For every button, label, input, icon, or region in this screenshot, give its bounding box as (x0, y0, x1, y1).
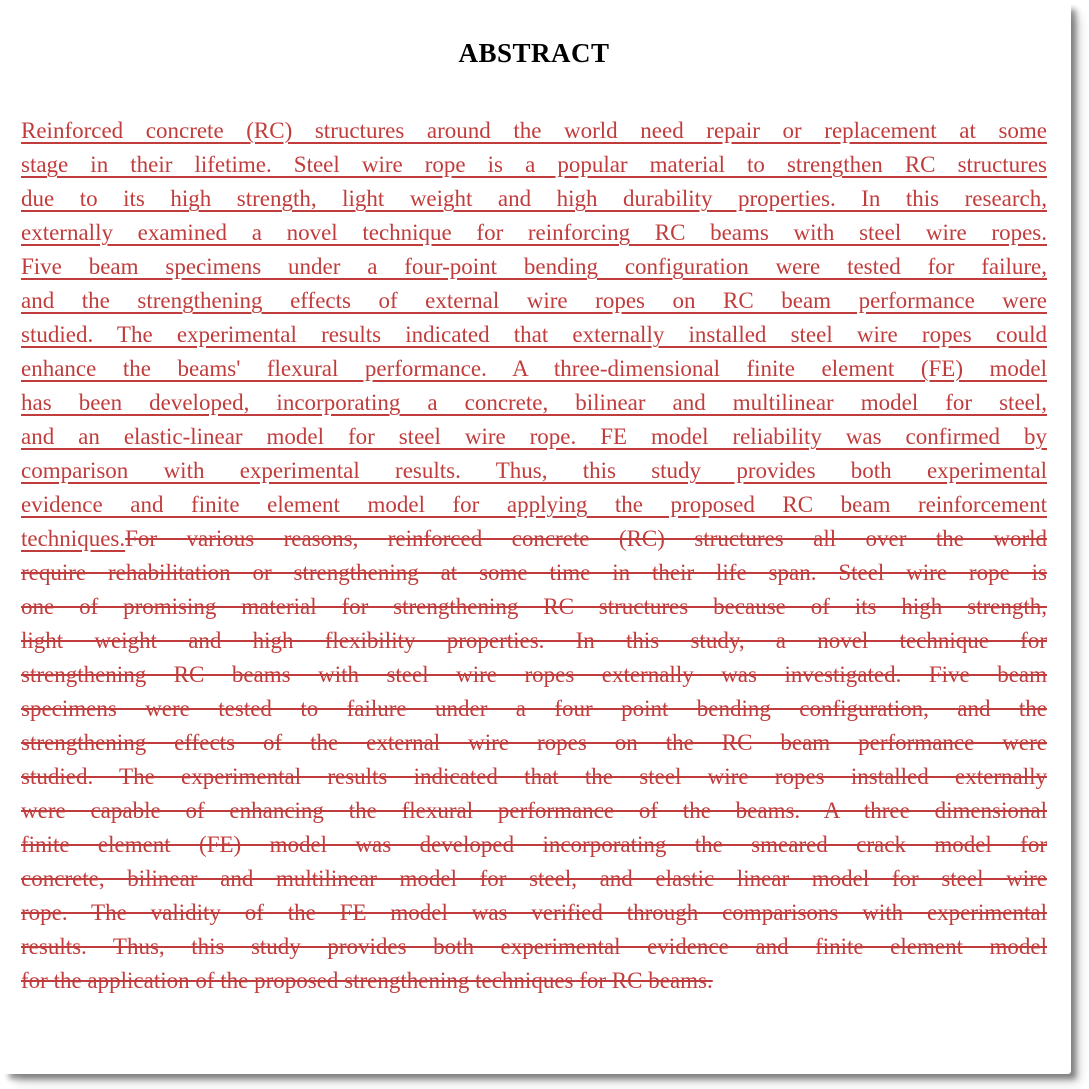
deleted-text-segment: specimens were tested to failure under a four point bending configuration, and the (21, 696, 1047, 721)
tracked-line (21, 692, 1047, 726)
tracked-line (21, 182, 1047, 216)
inserted-text-segment: Reinforced concrete (RC) structures around the world need repair or replacement at some (21, 118, 1047, 143)
tracked-line (21, 284, 1047, 318)
deleted-text-segment: for the application of the proposed strengthening techniques for RC beams. (21, 968, 713, 993)
tracked-line (21, 726, 1047, 760)
deleted-text-segment: concrete, bilinear and multilinear model for steel, and elastic linear model for steel wire (21, 866, 1047, 891)
tracked-line (21, 318, 1047, 352)
tracked-line (21, 590, 1047, 624)
tracked-line (21, 114, 1047, 148)
tracked-line (21, 556, 1047, 590)
tracked-line (21, 386, 1047, 420)
tracked-line (21, 828, 1047, 862)
tracked-line (21, 454, 1047, 488)
deleted-text-segment: require rehabilitation or strengthening at some time in their life span. Steel wire rope is (21, 560, 1047, 585)
abstract-body (21, 114, 1047, 998)
tracked-line (21, 862, 1047, 896)
inserted-text-segment: has been developed, incorporating a concrete, bilinear and multilinear model for steel, (21, 390, 1047, 415)
tracked-line (21, 216, 1047, 250)
deleted-text-segment: results. Thus, this study provides both experimental evidence and finite element model (21, 934, 1047, 959)
tracked-line (21, 420, 1047, 454)
deleted-text-segment: For various reasons, reinforced concrete (RC) structures all over the world (125, 526, 1047, 551)
tracked-line (21, 896, 1047, 930)
inserted-text-segment: Five beam specimens under a four-point bending configuration were tested for failure, (21, 254, 1047, 279)
inserted-text-segment: enhance the beams' flexural performance. A three-dimensional finite element (FE) model (21, 356, 1047, 381)
inserted-text-segment: and the strengthening effects of external wire ropes on RC beam performance were (21, 288, 1047, 313)
inserted-text-segment: techniques. (21, 526, 126, 551)
tracked-line (21, 488, 1047, 522)
inserted-text-segment: studied. The experimental results indicated that externally installed steel wire ropes could (21, 322, 1047, 347)
inserted-text-segment: due to its high strength, light weight and high durability properties. In this research, (21, 186, 1047, 211)
deleted-text-segment: strengthening RC beams with steel wire ropes externally was investigated. Five beam (21, 662, 1047, 687)
deleted-text-segment: studied. The experimental results indicated that the steel wire ropes installed externally (21, 764, 1047, 789)
deleted-text-segment: were capable of enhancing the flexural performance of the beams. A three dimensional (21, 798, 1047, 823)
inserted-text-segment: evidence and finite element model for applying the proposed RC beam reinforcement (21, 492, 1047, 517)
tracked-line (21, 794, 1047, 828)
inserted-text-segment: and an elastic-linear model for steel wire rope. FE model reliability was confirmed by (21, 424, 1047, 449)
tracked-line (21, 250, 1047, 284)
tracked-line (21, 760, 1047, 794)
inserted-text-segment: stage in their lifetime. Steel wire rope is a popular material to strengthen RC structures (21, 152, 1047, 177)
tracked-line (21, 930, 1047, 964)
deleted-text-segment: light weight and high flexibility properties. In this study, a novel technique for (21, 628, 1047, 653)
inserted-text-segment: externally examined a novel technique for reinforcing RC beams with steel wire ropes. (21, 220, 1047, 245)
tracked-line (21, 522, 1047, 556)
tracked-line (21, 148, 1047, 182)
deleted-text-segment: rope. The validity of the FE model was verified through comparisons with experimental (21, 900, 1047, 925)
tracked-line (21, 658, 1047, 692)
deleted-text-segment: one of promising material for strengthening RC structures because of its high strength, (21, 594, 1047, 619)
deleted-text-segment: finite element (FE) model was developed incorporating the smeared crack model for (21, 832, 1047, 857)
tracked-line (21, 352, 1047, 386)
tracked-line (21, 624, 1047, 658)
tracked-line (21, 964, 1047, 998)
deleted-text-segment: strengthening effects of the external wire ropes on the RC beam performance were (21, 730, 1047, 755)
inserted-text-segment: comparison with experimental results. Thus, this study provides both experimental (21, 458, 1047, 483)
abstract-heading: ABSTRACT (458, 38, 610, 68)
